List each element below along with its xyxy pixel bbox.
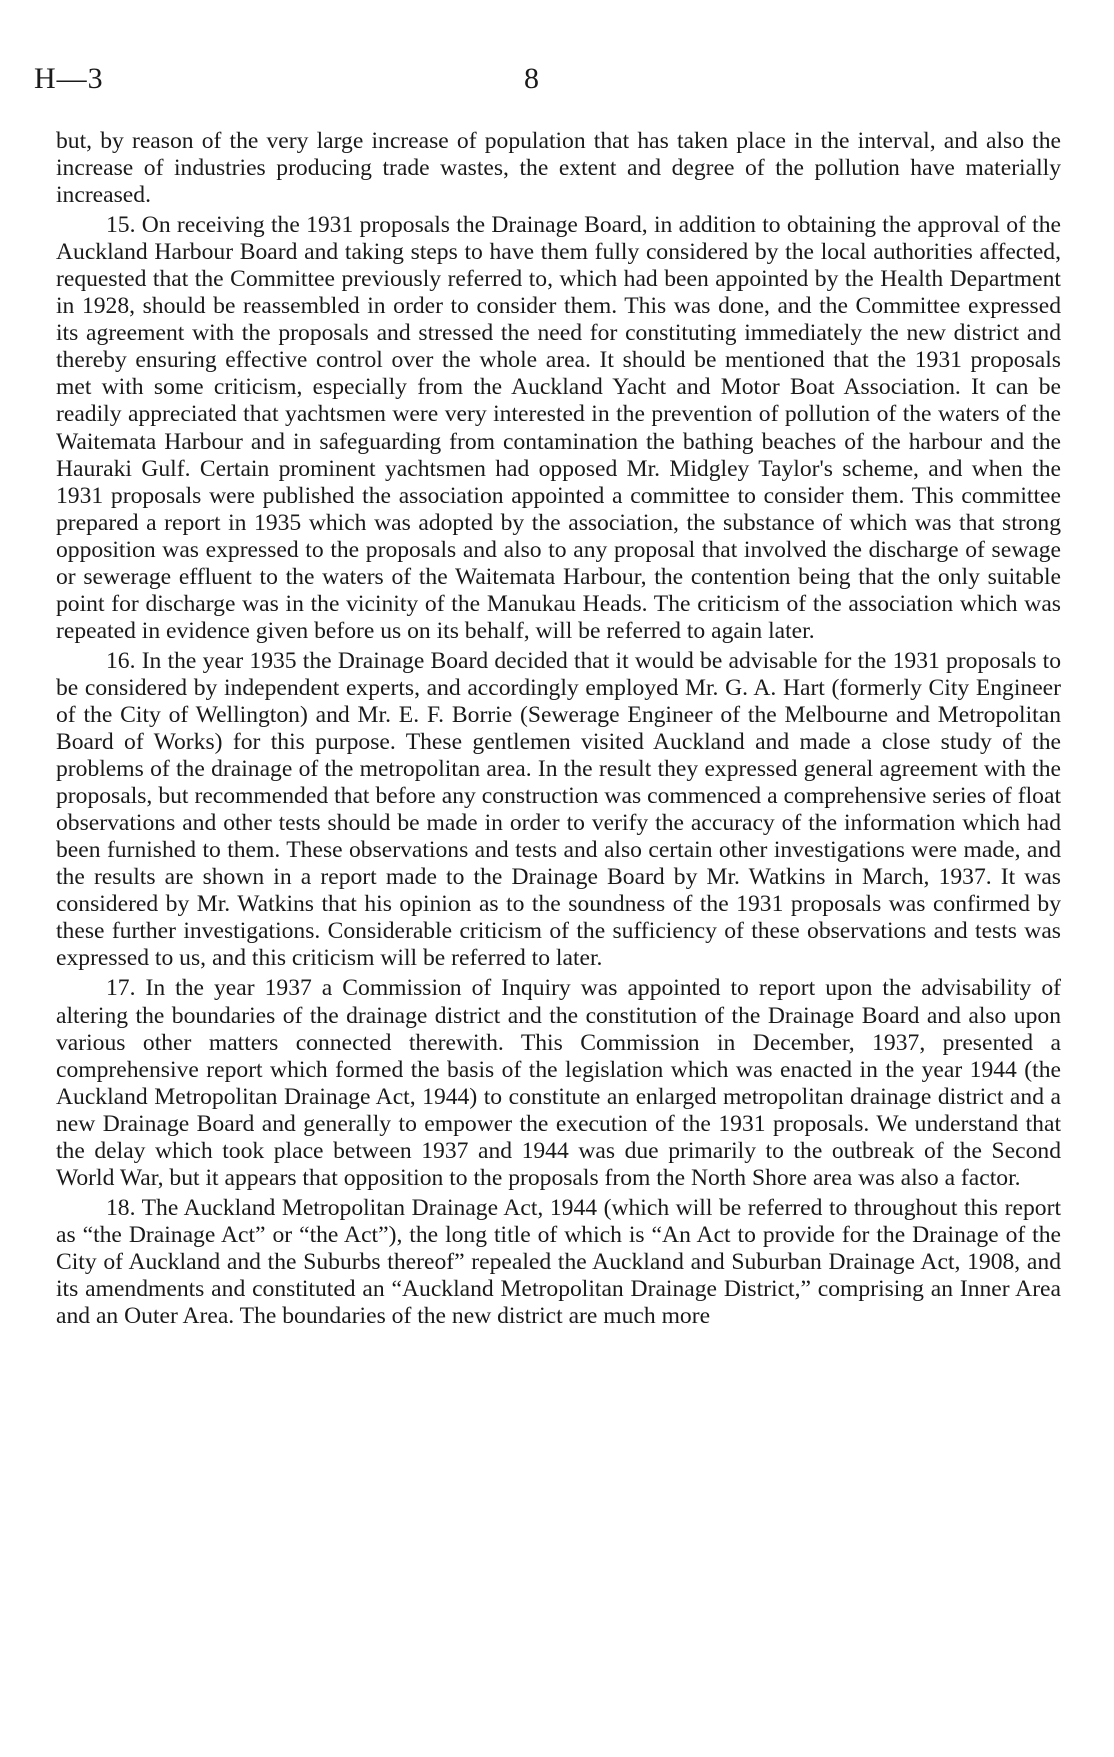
document-body bbox=[56, 128, 1061, 1333]
page-header bbox=[34, 62, 1074, 102]
paragraph-continuation: but, by reason of the very large increase of population that has taken place in the interval, and also the increase of industries producing trade wastes, the extent and degree of the pollution have materially increased. bbox=[56, 128, 1061, 209]
page-number: 8 bbox=[524, 62, 539, 95]
document-code: H—3 bbox=[34, 62, 104, 95]
paragraph-17: 17. In the year 1937 a Commission of Inquiry was appointed to report upon the advisability of altering the boundaries of the drainage district and the constitution of the Drainage Board and also upon various other matters connected therewith. This Commission in December, 1937, presented a comprehensive report which formed the basis of the legislation which was enacted in the year 1944 (the Auckland Metropolitan Drainage Act, 1944) to constitute an enlarged metropolitan drainage district and a new Drainage Board and generally to empower the execution of the 1931 proposals. We understand that the delay which took place between 1937 and 1944 was due primarily to the outbreak of the Second World War, but it appears that opposition to the proposals from the North Shore area was also a factor. bbox=[56, 975, 1061, 1191]
paragraph-18: 18. The Auckland Metropolitan Drainage Act, 1944 (which will be referred to throughout this report as “the Drainage Act” or “the Act”), the long title of which is “An Act to provide for the Drainage of the City of Auckland and the Suburbs thereof” repealed the Auckland and Suburban Drainage Act, 1908, and its amendments and constituted an “Auckland Metropolitan Drainage District,” comprising an Inner Area and an Outer Area. The boundaries of the new district are much more bbox=[56, 1194, 1061, 1330]
paragraph-16: 16. In the year 1935 the Drainage Board decided that it would be advisable for the 1931 proposals to be considered by independent experts, and accordingly employed Mr. G. A. Hart (formerly City Engineer of the City of Wellington) and Mr. E. F. Borrie (Sewerage Engineer of the Melbourne and Metropolitan Board of Works) for this purpose. These gentlemen visited Auckland and made a close study of the problems of the drainage of the metropolitan area. In the result they expressed general agreement with the proposals, but recommended that before any construction was commenced a comprehensive series of float observations and other tests should be made in order to verify the accuracy of the information which had been furnished to them. These observations and tests and also certain other investigations were made, and the results are shown in a report made to the Drainage Board by Mr. Watkins in March, 1937. It was considered by Mr. Watkins that his opinion as to the soundness of the 1931 proposals was confirmed by these further investigations. Considerable criticism of the sufficiency of these observations and tests was expressed to us, and this criticism will be referred to later. bbox=[56, 647, 1061, 972]
paragraph-15: 15. On receiving the 1931 proposals the Drainage Board, in addition to obtaining the approval of the Auckland Harbour Board and taking steps to have them fully considered by the local authorities affected, requested that the Committee previously referred to, which had been appointed by the Health Department in 1928, should be reassembled in order to consider them. This was done, and the Committee expressed its agreement with the proposals and stressed the need for constituting immediately the new district and thereby ensuring effective control over the whole area. It should be mentioned that the 1931 proposals met with some criticism, especially from the Auckland Yacht and Motor Boat Association. It can be readily appreciated that yachtsmen were very interested in the prevention of pollution of the waters of the Waitemata Harbour and in safeguarding from contamination the bathing beaches of the harbour and the Hauraki Gulf. Certain prominent yachtsmen had opposed Mr. Midgley Taylor's scheme, and when the 1931 proposals were published the association appointed a committee to consider them. This committee prepared a report in 1935 which was adopted by the association, the substance of which was that strong opposition was expressed to the proposals and also to any proposal that involved the discharge of sewage or sewerage effluent to the waters of the Waitemata Harbour, the contention being that the only suitable point for discharge was in the vicinity of the Manukau Heads. The criticism of the association which was repeated in evidence given before us on its behalf, will be referred to again later. bbox=[56, 212, 1061, 644]
